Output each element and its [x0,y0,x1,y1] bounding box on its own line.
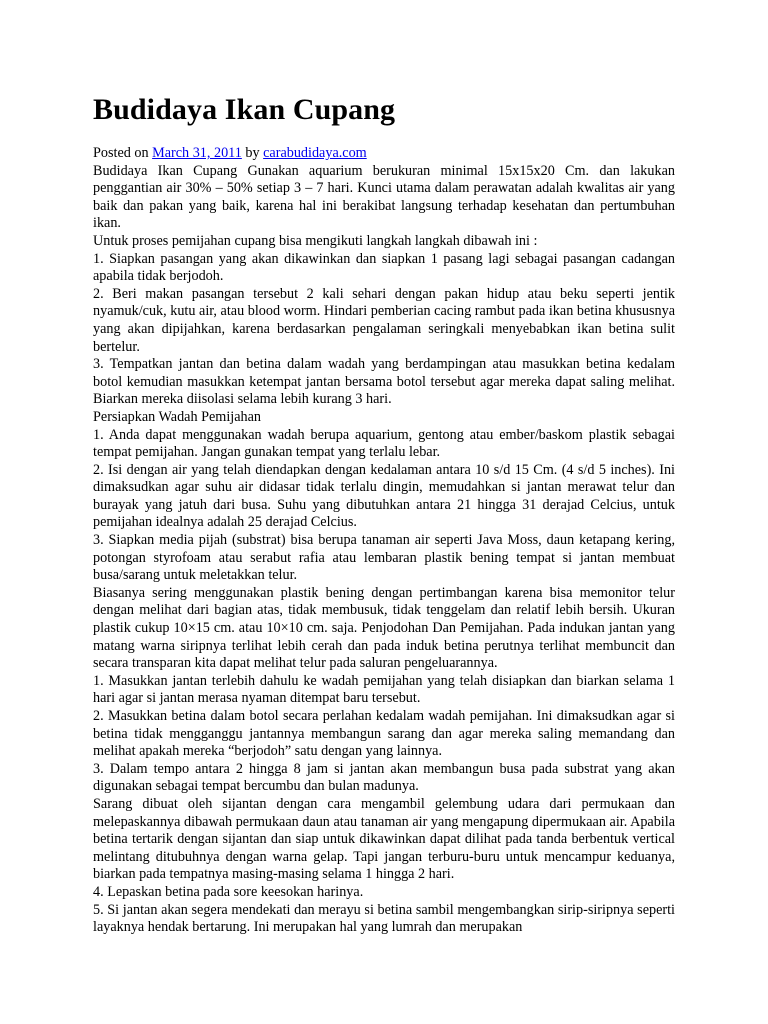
paragraph: 2. Beri makan pasangan tersebut 2 kali sehari dengan pakan hidup atau beku seperti jentik nyamuk/cuk, kutu air, atau blood worm. Hindari pemberian cacing rambut pada ikan betina khususnya yang akan dipijahkan, karena berdasarkan pengalaman seringkali menyebabkan ikan betina sulit bertelur. [93,285,675,355]
article [93,92,675,937]
paragraph: 3. Siapkan media pijah (substrat) bisa berupa tanaman air seperti Java Moss, daun ketapang kering, potongan styrofoam atau serabut rafia atau lembaran plastik bening tempat si jantan membuat busa/sarang untuk meletakkan telur. [93,532,675,584]
paragraph: 2. Isi dengan air yang telah diendapkan dengan kedalaman antara 10 s/d 15 Cm. (4 s/d 5 inches). Ini dimaksudkan agar suhu air didasar tidak terlalu dingin, memudahkan si jantan merawat telur dan burayak yang jatuh dari busa. Suhu yang dibutuhkan antara 21 hingga 31 derajad Celcius, untuk pemijahan idealnya adalah 25 derajad Celcius. [93,461,675,531]
posted-on-label: Posted on [93,145,149,161]
paragraph: 2. Masukkan betina dalam botol secara perlahan kedalam wadah pemijahan. Ini dimaksudkan agar si betina tidak mengganggu jantannya membangun sarang dan agar mereka saling memandang dan melihat apakah mereka “berjodoh” satu dengan yang lainnya. [93,708,675,760]
paragraph: 1. Siapkan pasangan yang akan dikawinkan dan siapkan 1 pasang lagi sebagai pasangan cadangan apabila tidak berjodoh. [93,250,675,285]
paragraph: 4. Lepaskan betina pada sore keesokan harinya. [93,883,364,900]
paragraph: 1. Masukkan jantan terlebih dahulu ke wadah pemijahan yang telah disiapkan dan biarkan selama 1 hari agar si jantan merasa nyaman ditempat baru tersebut. [93,672,675,707]
post-meta [93,145,675,163]
section-heading: Persiapkan Wadah Pemijahan [93,408,262,425]
paragraph: 3. Tempatkan jantan dan betina dalam wadah yang berdampingan atau masukkan betina kedalam botol kemudian masukkan ketempat jantan bersama botol tersebut agar mereka dapat saling melihat. Biarkan mereka diisolasi selama lebih kurang 3 hari. [93,356,675,408]
by-label: by [245,145,260,161]
author-link[interactable]: carabudidaya.com [263,145,367,161]
paragraph: Untuk proses pemijahan cupang bisa mengikuti langkah langkah dibawah ini : [93,232,538,249]
paragraph: 3. Dalam tempo antara 2 hingga 8 jam si jantan akan membangun busa pada substrat yang akan digunakan sebagai tempat bercumbu dan bulan madunya. [93,760,675,795]
paragraph: 5. Si jantan akan segera mendekati dan merayu si betina sambil mengembangkan sirip-siripnya seperti layaknya hendak bertarung. Ini merupakan hal yang lumrah dan merupakan [93,901,675,936]
paragraph: Sarang dibuat oleh sijantan dengan cara mengambil gelembung udara dari permukaan dan melepaskannya dibawah permukaan daun atau tanaman air yang mengapung dipermukaan air. Apabila betina tertarik dengan sijantan dan siap untuk dikawinkan dapat dilihat pada tanda berbentuk vertical melintang ditubuhnya dengan warna gelap. Tapi jangan terburu-buru untuk mencampur keduanya, biarkan pada tempatnya masing-masing selama 1 hingga 2 hari. [93,795,675,883]
post-date-link[interactable]: March 31, 2011 [152,145,242,161]
paragraph: Budidaya Ikan Cupang Gunakan aquarium berukuran minimal 15x15x20 Cm. dan lakukan penggantian air 30% – 50% setiap 3 – 7 hari. Kunci utama dalam perawatan adalah kwalitas air yang baik dan pakan yang baik, karena hal ini berakibat langsung terhadap kesehatan dan pertumbuhan ikan. [93,162,675,232]
paragraph: 1. Anda dapat menggunakan wadah berupa aquarium, gentong atau ember/baskom plastik sebagai tempat pemijahan. Jangan gunakan tempat yang terlalu lebar. [93,426,675,461]
article-title: Budidaya Ikan Cupang [93,93,396,126]
paragraph: Biasanya sering menggunakan plastik bening dengan pertimbangan karena bisa memonitor telur dengan melihat dari bagian atas, tidak membusuk, tidak tenggelam dan relatif lebih bersih. Ukuran plastik cukup 10×15 cm. atau 10×10 cm. saja. Penjodohan Dan Pemijahan. Pada indukan jantan yang matang warna siripnya terlihat lebih cerah dan pada induk betina perutnya terlihat membuncit dan secara transparan kita dapat melihat telur pada saluran pengeluarannya. [93,584,675,672]
article-body [93,163,675,937]
